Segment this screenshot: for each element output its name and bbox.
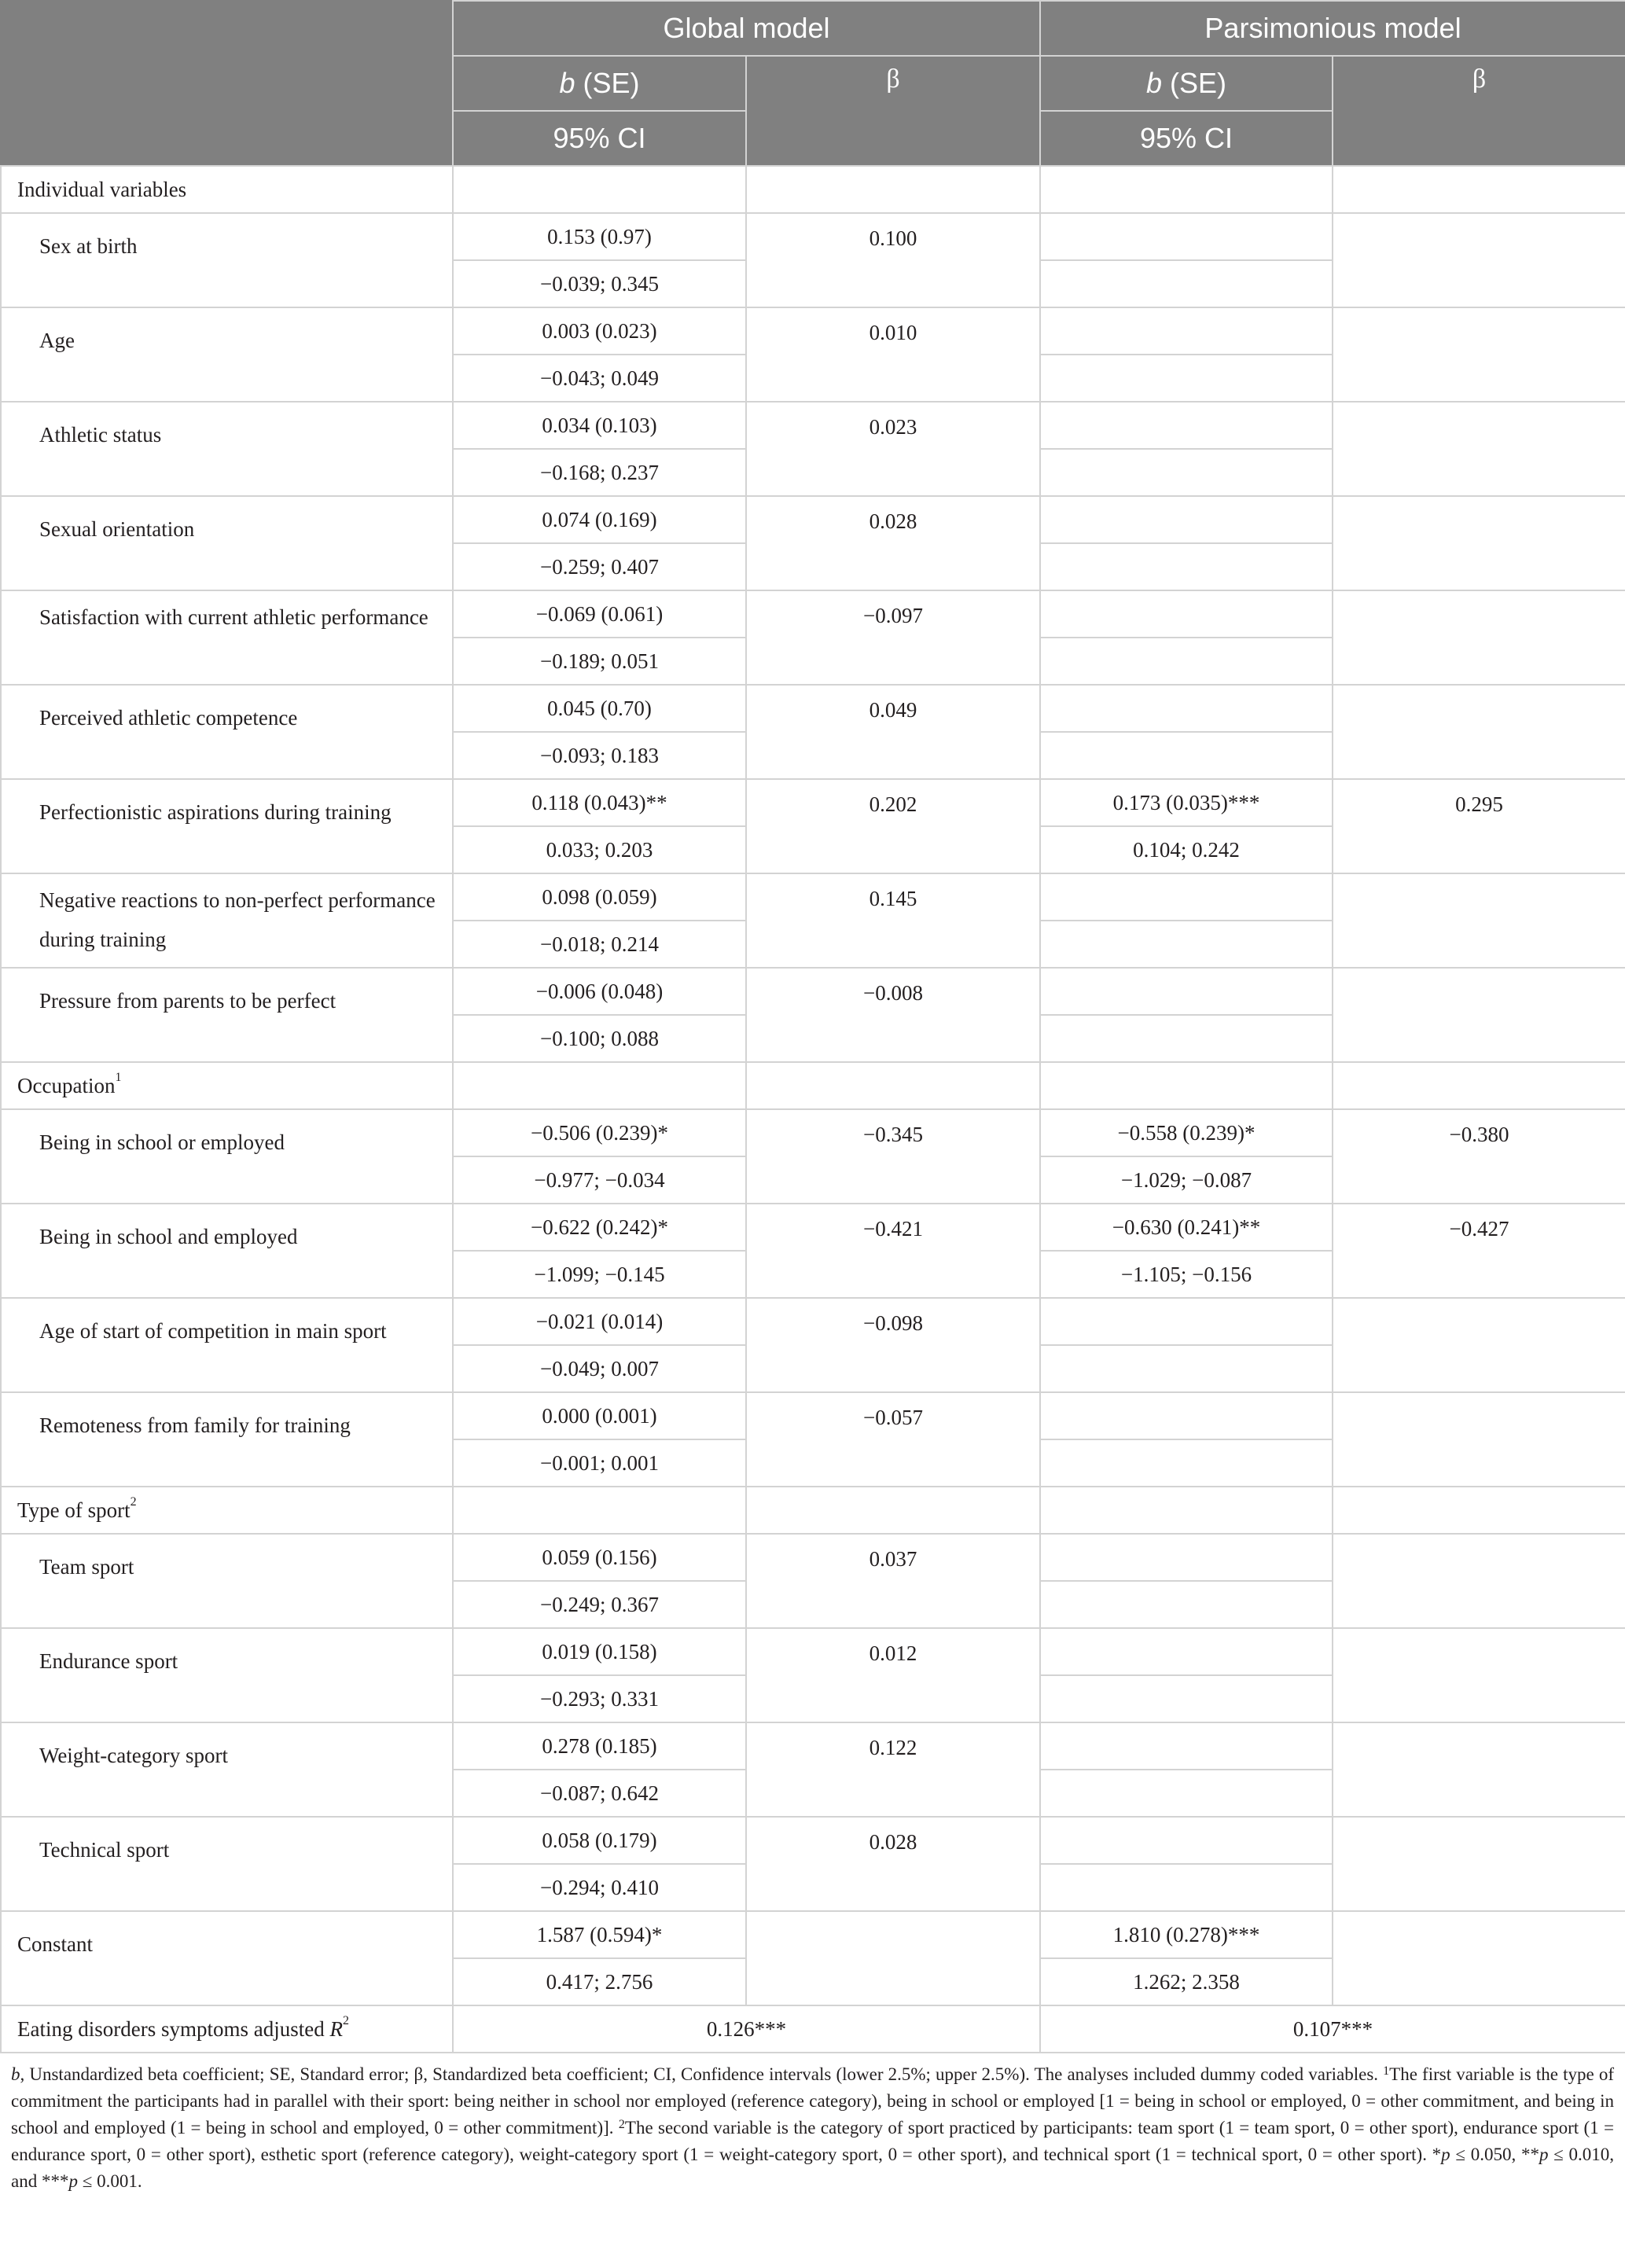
global-beta: −0.097 <box>746 590 1040 685</box>
global-b-se: −0.622 (0.242)* <box>453 1204 746 1251</box>
table-row <box>1 1817 1625 1864</box>
footnote-p: p <box>1441 2145 1450 2164</box>
section-label-text: Type of sport <box>17 1498 131 1522</box>
global-ci: −0.018; 0.214 <box>453 921 746 968</box>
variable-label: Being in school or employed <box>1 1109 453 1204</box>
parsimonious-b-se <box>1040 1722 1333 1770</box>
global-ci: −0.168; 0.237 <box>453 449 746 496</box>
global-ci: −0.001; 0.001 <box>453 1439 746 1487</box>
global-b-se: 0.058 (0.179) <box>453 1817 746 1864</box>
empty-cell <box>1333 1487 1625 1534</box>
global-b-se: 0.074 (0.169) <box>453 496 746 543</box>
global-b-se: 0.003 (0.023) <box>453 307 746 355</box>
variable-label: Sex at birth <box>1 213 453 307</box>
r-squared-exponent: 2 <box>342 2013 349 2027</box>
global-ci: −0.093; 0.183 <box>453 732 746 779</box>
table-row <box>1 779 1625 826</box>
global-b-se: −0.069 (0.061) <box>453 590 746 638</box>
empty-cell <box>453 1487 746 1534</box>
global-beta: −0.421 <box>746 1204 1040 1298</box>
parsimonious-ci <box>1040 1864 1333 1911</box>
b-letter: b <box>559 67 575 99</box>
parsimonious-beta <box>1333 1534 1625 1628</box>
variable-label: Endurance sport <box>1 1628 453 1722</box>
global-r-squared: 0.126*** <box>453 2005 1040 2053</box>
parsimonious-ci <box>1040 1770 1333 1817</box>
global-b-se: −0.021 (0.014) <box>453 1298 746 1345</box>
parsimonious-beta: −0.380 <box>1333 1109 1625 1204</box>
table-header <box>1 1 1625 166</box>
global-ci: −0.087; 0.642 <box>453 1770 746 1817</box>
footnote-text-3: The second variable is the category of sport practiced by participants: team sport (1 = team sport, 0 = other sport), endurance sport (1 = endurance sport, 0 = other sport), esthetic sport (reference category), weight-category sport (1 = weight-category sport, 0 = other sport), and technical sport (1 = technical sport, 0 = other sport). * <box>11 2118 1614 2164</box>
parsimonious-ci: 0.104; 0.242 <box>1040 826 1333 873</box>
parsimonious-b-se <box>1040 307 1333 355</box>
global-b-se: 0.118 (0.043)** <box>453 779 746 826</box>
parsimonious-b-se <box>1040 873 1333 921</box>
parsimonious-beta: 0.295 <box>1333 779 1625 873</box>
global-ci: −0.294; 0.410 <box>453 1864 746 1911</box>
parsimonious-model-header: Parsimonious model <box>1040 1 1625 56</box>
header-corner-cell <box>1 1 453 166</box>
table-row <box>1 496 1625 543</box>
parsimonious-ci <box>1040 260 1333 307</box>
variable-label: Sexual orientation <box>1 496 453 590</box>
parsimonious-beta <box>1333 873 1625 968</box>
footnote-p: p <box>68 2171 78 2191</box>
global-ci: −0.043; 0.049 <box>453 355 746 402</box>
section-label <box>1 1487 453 1534</box>
global-ci: −0.189; 0.051 <box>453 638 746 685</box>
variable-label: Perceived athletic competence <box>1 685 453 779</box>
table-row <box>1 873 1625 921</box>
global-b-se: 1.587 (0.594)* <box>453 1911 746 1958</box>
parsimonious-b-se <box>1040 1534 1333 1581</box>
table-row <box>1 1298 1625 1345</box>
parsimonious-beta <box>1333 1628 1625 1722</box>
variable-label: Being in school and employed <box>1 1204 453 1298</box>
parsimonious-b-se: −0.630 (0.241)** <box>1040 1204 1333 1251</box>
se-label: (SE) <box>1162 67 1227 99</box>
global-beta: 0.012 <box>746 1628 1040 1722</box>
r-squared-label-text: Eating disorders symptoms adjusted <box>17 2016 330 2041</box>
parsimonious-ci <box>1040 732 1333 779</box>
se-label: (SE) <box>575 67 640 99</box>
global-b-se: −0.006 (0.048) <box>453 968 746 1015</box>
empty-cell <box>1040 1062 1333 1109</box>
global-beta <box>746 1911 1040 2005</box>
footnote-text-5: ≤ 0.010, and *** <box>11 2145 1615 2191</box>
parsimonious-ci <box>1040 1345 1333 1392</box>
global-b-se: 0.034 (0.103) <box>453 402 746 449</box>
global-b-se: 0.059 (0.156) <box>453 1534 746 1581</box>
empty-cell <box>746 1487 1040 1534</box>
empty-cell <box>746 1062 1040 1109</box>
parsimonious-beta <box>1333 213 1625 307</box>
parsimonious-ci <box>1040 1581 1333 1628</box>
parsimonious-b-se-header <box>1040 56 1333 111</box>
parsimonious-ci <box>1040 1439 1333 1487</box>
parsimonious-b-se <box>1040 968 1333 1015</box>
section-label-text: Individual variables <box>17 177 187 201</box>
parsimonious-b-se <box>1040 496 1333 543</box>
global-beta: 0.049 <box>746 685 1040 779</box>
global-beta: 0.122 <box>746 1722 1040 1817</box>
global-ci: −0.249; 0.367 <box>453 1581 746 1628</box>
parsimonious-b-se: 0.173 (0.035)*** <box>1040 779 1333 826</box>
table-row <box>1 685 1625 732</box>
table-row <box>1 1628 1625 1675</box>
global-beta: 0.037 <box>746 1534 1040 1628</box>
global-beta: 0.010 <box>746 307 1040 402</box>
parsimonious-b-se <box>1040 685 1333 732</box>
empty-cell <box>1040 166 1333 213</box>
footnote-text-6: ≤ 0.001. <box>77 2171 142 2191</box>
parsimonious-b-se <box>1040 1628 1333 1675</box>
parsimonious-beta-header: β <box>1333 56 1625 166</box>
global-ci: −0.977; −0.034 <box>453 1156 746 1204</box>
parsimonious-beta: −0.427 <box>1333 1204 1625 1298</box>
footnote-text-2: The first variable is the type of commitment the participants had in parallel with their sport: being neither in school nor employed (reference category), being in school or employed [1 = being in school or employed, 0 = other commitment, and being in school and employed (1 = being in school and employed, 0 = other commitment)]. <box>11 2064 1614 2138</box>
variable-label: Technical sport <box>1 1817 453 1911</box>
global-ci: −0.293; 0.331 <box>453 1675 746 1722</box>
parsimonious-b-se <box>1040 1298 1333 1345</box>
parsimonious-b-se <box>1040 213 1333 260</box>
footnote-p: p <box>1539 2145 1549 2164</box>
global-ci: −0.100; 0.088 <box>453 1015 746 1062</box>
empty-cell <box>746 166 1040 213</box>
global-ci: 0.033; 0.203 <box>453 826 746 873</box>
parsimonious-beta <box>1333 1817 1625 1911</box>
global-b-se: 0.019 (0.158) <box>453 1628 746 1675</box>
section-label <box>1 166 453 213</box>
footnote-text-4: ≤ 0.050, ** <box>1450 2145 1539 2164</box>
global-b-se-header <box>453 56 746 111</box>
variable-label: Satisfaction with current athletic performance <box>1 590 453 685</box>
global-beta: 0.145 <box>746 873 1040 968</box>
global-b-se: −0.506 (0.239)* <box>453 1109 746 1156</box>
global-beta: 0.023 <box>746 402 1040 496</box>
table-row <box>1 1534 1625 1581</box>
parsimonious-ci <box>1040 449 1333 496</box>
global-ci: −1.099; −0.145 <box>453 1251 746 1298</box>
empty-cell <box>453 166 746 213</box>
parsimonious-ci <box>1040 1015 1333 1062</box>
global-beta-header: β <box>746 56 1040 166</box>
section-row <box>1 166 1625 213</box>
section-footnote-marker: 2 <box>130 1494 137 1509</box>
table-row <box>1 590 1625 638</box>
r-letter: R <box>329 2016 343 2041</box>
global-b-se: 0.000 (0.001) <box>453 1392 746 1439</box>
global-b-se: 0.153 (0.97) <box>453 213 746 260</box>
global-beta: −0.008 <box>746 968 1040 1062</box>
variable-label: Pressure from parents to be perfect <box>1 968 453 1062</box>
global-ci: −0.049; 0.007 <box>453 1345 746 1392</box>
table-row <box>1 1392 1625 1439</box>
parsimonious-beta <box>1333 496 1625 590</box>
variable-label: Weight-category sport <box>1 1722 453 1817</box>
empty-cell <box>1040 1487 1333 1534</box>
section-row <box>1 1062 1625 1109</box>
table-row <box>1 1109 1625 1156</box>
global-beta: 0.028 <box>746 496 1040 590</box>
table-row <box>1 402 1625 449</box>
r-squared-label <box>1 2005 453 2053</box>
parsimonious-beta <box>1333 1392 1625 1487</box>
table-row <box>1 1911 1625 1958</box>
empty-cell <box>1333 1062 1625 1109</box>
parsimonious-beta <box>1333 590 1625 685</box>
global-beta: −0.345 <box>746 1109 1040 1204</box>
table-body <box>1 166 1625 2053</box>
global-beta: 0.202 <box>746 779 1040 873</box>
parsimonious-ci-header: 95% CI <box>1040 111 1333 166</box>
parsimonious-ci <box>1040 355 1333 402</box>
global-b-se: 0.278 (0.185) <box>453 1722 746 1770</box>
table-row <box>1 307 1625 355</box>
global-beta: −0.098 <box>746 1298 1040 1392</box>
parsimonious-b-se <box>1040 590 1333 638</box>
variable-label: Perfectionistic aspirations during training <box>1 779 453 873</box>
parsimonious-beta <box>1333 968 1625 1062</box>
parsimonious-beta <box>1333 1722 1625 1817</box>
parsimonious-ci <box>1040 921 1333 968</box>
parsimonious-ci: −1.105; −0.156 <box>1040 1251 1333 1298</box>
parsimonious-beta <box>1333 1911 1625 2005</box>
global-beta: 0.100 <box>746 213 1040 307</box>
global-ci: 0.417; 2.756 <box>453 1958 746 2005</box>
parsimonious-b-se <box>1040 1817 1333 1864</box>
section-footnote-marker: 1 <box>115 1070 122 1084</box>
variable-label: Constant <box>1 1911 453 2005</box>
global-b-se: 0.098 (0.059) <box>453 873 746 921</box>
global-model-header: Global model <box>453 1 1040 56</box>
table-row <box>1 968 1625 1015</box>
section-row <box>1 1487 1625 1534</box>
parsimonious-b-se: 1.810 (0.278)*** <box>1040 1911 1333 1958</box>
table-row <box>1 1722 1625 1770</box>
parsimonious-ci <box>1040 1675 1333 1722</box>
parsimonious-b-se <box>1040 1392 1333 1439</box>
variable-label: Age of start of competition in main sport <box>1 1298 453 1392</box>
variable-label: Negative reactions to non-perfect performance during training <box>1 873 453 968</box>
parsimonious-beta <box>1333 307 1625 402</box>
global-beta: −0.057 <box>746 1392 1040 1487</box>
table-row <box>1 1204 1625 1251</box>
parsimonious-ci: 1.262; 2.358 <box>1040 1958 1333 2005</box>
global-b-se: 0.045 (0.70) <box>453 685 746 732</box>
variable-label: Team sport <box>1 1534 453 1628</box>
footnote-text-1: , Unstandardized beta coefficient; SE, Standard error; β, Standardized beta coefficient; CI, Confidence intervals (lower 2.5%; upper 2.5%). The analyses included dummy coded variables. <box>20 2064 1384 2084</box>
table-footnote <box>0 2053 1625 2195</box>
parsimonious-beta <box>1333 1298 1625 1392</box>
variable-label: Remoteness from family for training <box>1 1392 453 1487</box>
variable-label: Age <box>1 307 453 402</box>
parsimonious-ci: −1.029; −0.087 <box>1040 1156 1333 1204</box>
variable-label: Athletic status <box>1 402 453 496</box>
section-label <box>1 1062 453 1109</box>
empty-cell <box>1333 166 1625 213</box>
parsimonious-ci <box>1040 543 1333 590</box>
section-label-text: Occupation <box>17 1073 116 1097</box>
footnote-sup-2: 2 <box>618 2118 625 2131</box>
parsimonious-ci <box>1040 638 1333 685</box>
footnote-b: b <box>11 2064 20 2084</box>
parsimonious-beta <box>1333 685 1625 779</box>
empty-cell <box>453 1062 746 1109</box>
global-beta: 0.028 <box>746 1817 1040 1911</box>
parsimonious-beta <box>1333 402 1625 496</box>
footnote-sup-1: 1 <box>1383 2064 1390 2078</box>
global-ci: −0.259; 0.407 <box>453 543 746 590</box>
table-row <box>1 213 1625 260</box>
b-letter: b <box>1145 67 1162 99</box>
parsimonious-b-se <box>1040 402 1333 449</box>
parsimonious-b-se: −0.558 (0.239)* <box>1040 1109 1333 1156</box>
r-squared-row <box>1 2005 1625 2053</box>
parsimonious-r-squared: 0.107*** <box>1040 2005 1625 2053</box>
global-ci-header: 95% CI <box>453 111 746 166</box>
global-ci: −0.039; 0.345 <box>453 260 746 307</box>
